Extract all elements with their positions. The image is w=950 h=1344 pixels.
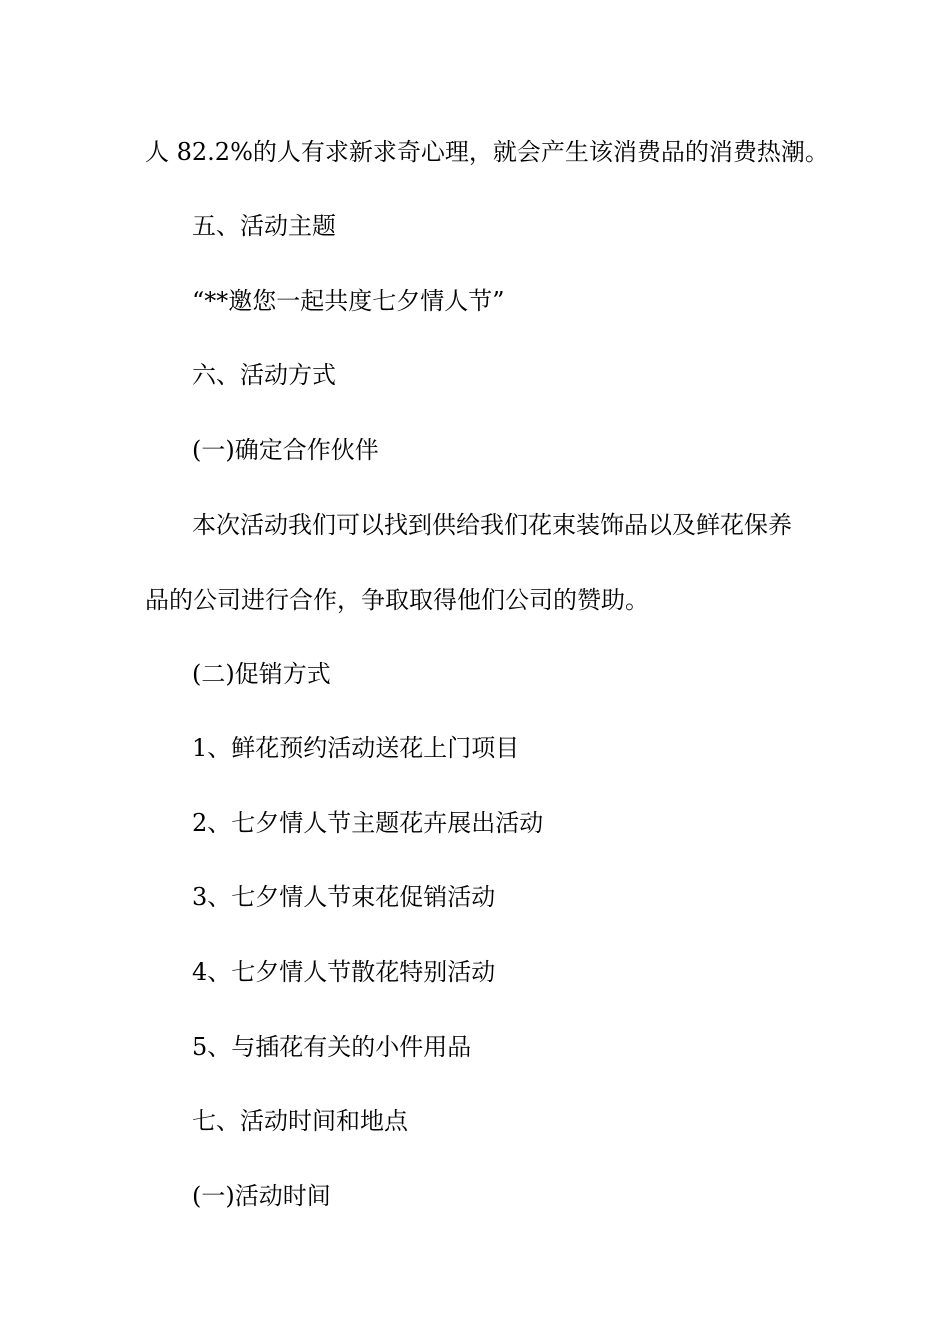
paragraph-line-1: 本次活动我们可以找到供给我们花束装饰品以及鲜花保养 [192,511,792,539]
subsection-heading-2: (二)促销方式 [192,660,331,688]
subsection-heading-1: (一)确定合作伙伴 [192,436,379,464]
list-item-3: 3、七夕情人节束花促销活动 [192,883,496,911]
list-item-4: 4、七夕情人节散花特别活动 [192,958,496,986]
activity-theme-text: “**邀您一起共度七夕情人节” [192,287,505,315]
section-heading-7: 七、活动时间和地点 [192,1107,408,1135]
section-heading-5: 五、活动主题 [192,212,336,240]
subsection-heading-time: (一)活动时间 [192,1182,331,1210]
list-item-2: 2、七夕情人节主题花卉展出活动 [192,809,544,837]
list-item-5: 5、与插花有关的小件用品 [192,1033,472,1061]
paragraph-line-2: 品的公司进行合作，争取取得他们公司的赞助。 [145,586,649,614]
list-item-1: 1、鲜花预约活动送花上门项目 [192,734,520,762]
section-heading-6: 六、活动方式 [192,361,336,389]
paragraph-continuation: 人 82.2%的人有求新求奇心理，就会产生该消费品的消费热潮。 [145,138,829,166]
